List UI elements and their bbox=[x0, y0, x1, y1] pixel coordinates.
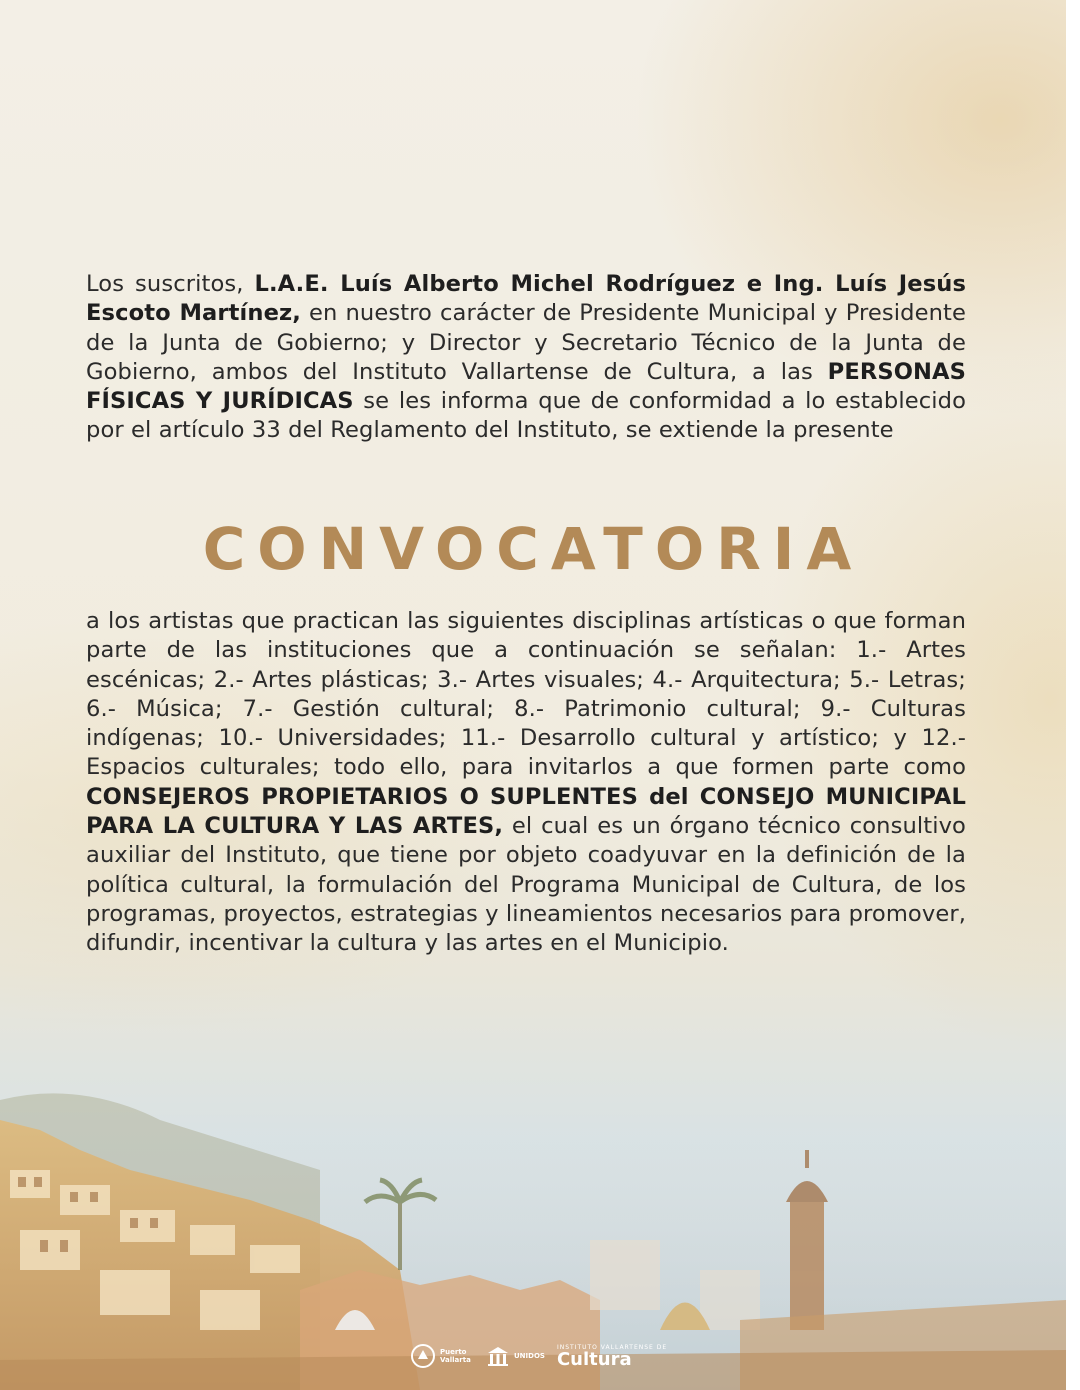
intro-persons-bold: PERSONAS FÍSICAS Y JURÍDICAS bbox=[86, 358, 966, 415]
puerto-vallarta-logo bbox=[410, 1343, 474, 1369]
unidos-label: UNIDOS bbox=[514, 1352, 545, 1360]
intro-text-1: Los suscritos, bbox=[86, 271, 255, 297]
intro-names-bold: L.A.E. Luís Alberto Michel Rodríguez e Ing. Luís Jesús Escoto Martínez, bbox=[86, 271, 966, 327]
unidos-logo bbox=[486, 1344, 545, 1368]
instituto-label: INSTITUTO VALLARTENSE DE bbox=[556, 1343, 668, 1351]
intro-text-3: se les informa que de conformidad a lo establecido por el artículo 33 del Reglamento del Instituto, se extiende la presente bbox=[86, 388, 966, 444]
page-title: CONVOCATORIA bbox=[202, 515, 864, 583]
page-edge-strip bbox=[1066, 0, 1080, 1390]
body-council-bold: CONSEJEROS PROPIETARIOS O SUPLENTES del CONSEJO MUNICIPAL PARA LA CULTURA Y LAS ARTES, bbox=[86, 783, 966, 840]
intro-paragraph bbox=[86, 270, 966, 446]
seal-icon bbox=[410, 1343, 436, 1369]
building-icon bbox=[486, 1344, 510, 1368]
intro-text-2: en nuestro carácter de Presidente Municipal y Presidente de la Junta de Gobierno; y Director y Secretario Técnico de la Junta de Gobierno, ambos del Instituto Vallartense de Cultura, a las bbox=[86, 300, 966, 385]
cultura-logo bbox=[557, 1344, 667, 1369]
body-paragraph bbox=[86, 607, 966, 959]
body-text-2: el cual es un órgano técnico consultivo auxiliar del Instituto, que tiene por objeto coadyuvar en la definición de la política cultural, la formulación del Programa Municipal de Cultura, de los programas, proyectos, estrategias y lineamientos necesarios para promover, difundir, incentivar la cultura y las artes en el Municipio. bbox=[86, 813, 966, 957]
footer-logos bbox=[410, 1336, 667, 1376]
body-text-1: a los artistas que practican las siguientes disciplinas artísticas o que forman parte de las instituciones que a continuación se señalan: 1.- Artes escénicas; 2.- Artes plásticas; 3.- Artes visuales; 4.- Arquitectura; 5.- Letras; 6.- Música; 7.- Gestión cultural; 8.- Patrimonio cultural; 9.- Culturas indígenas; 10.- Universidades; 11.- Desarrollo cultural y artístico; y 12.- Espacios culturales; todo ello, para invitarlos a que formen parte como bbox=[86, 608, 966, 781]
puerto-vallarta-label: Puerto Vallarta bbox=[440, 1348, 471, 1364]
cultura-label: Cultura bbox=[556, 1348, 632, 1370]
city-scenery-illustration bbox=[0, 970, 1066, 1390]
